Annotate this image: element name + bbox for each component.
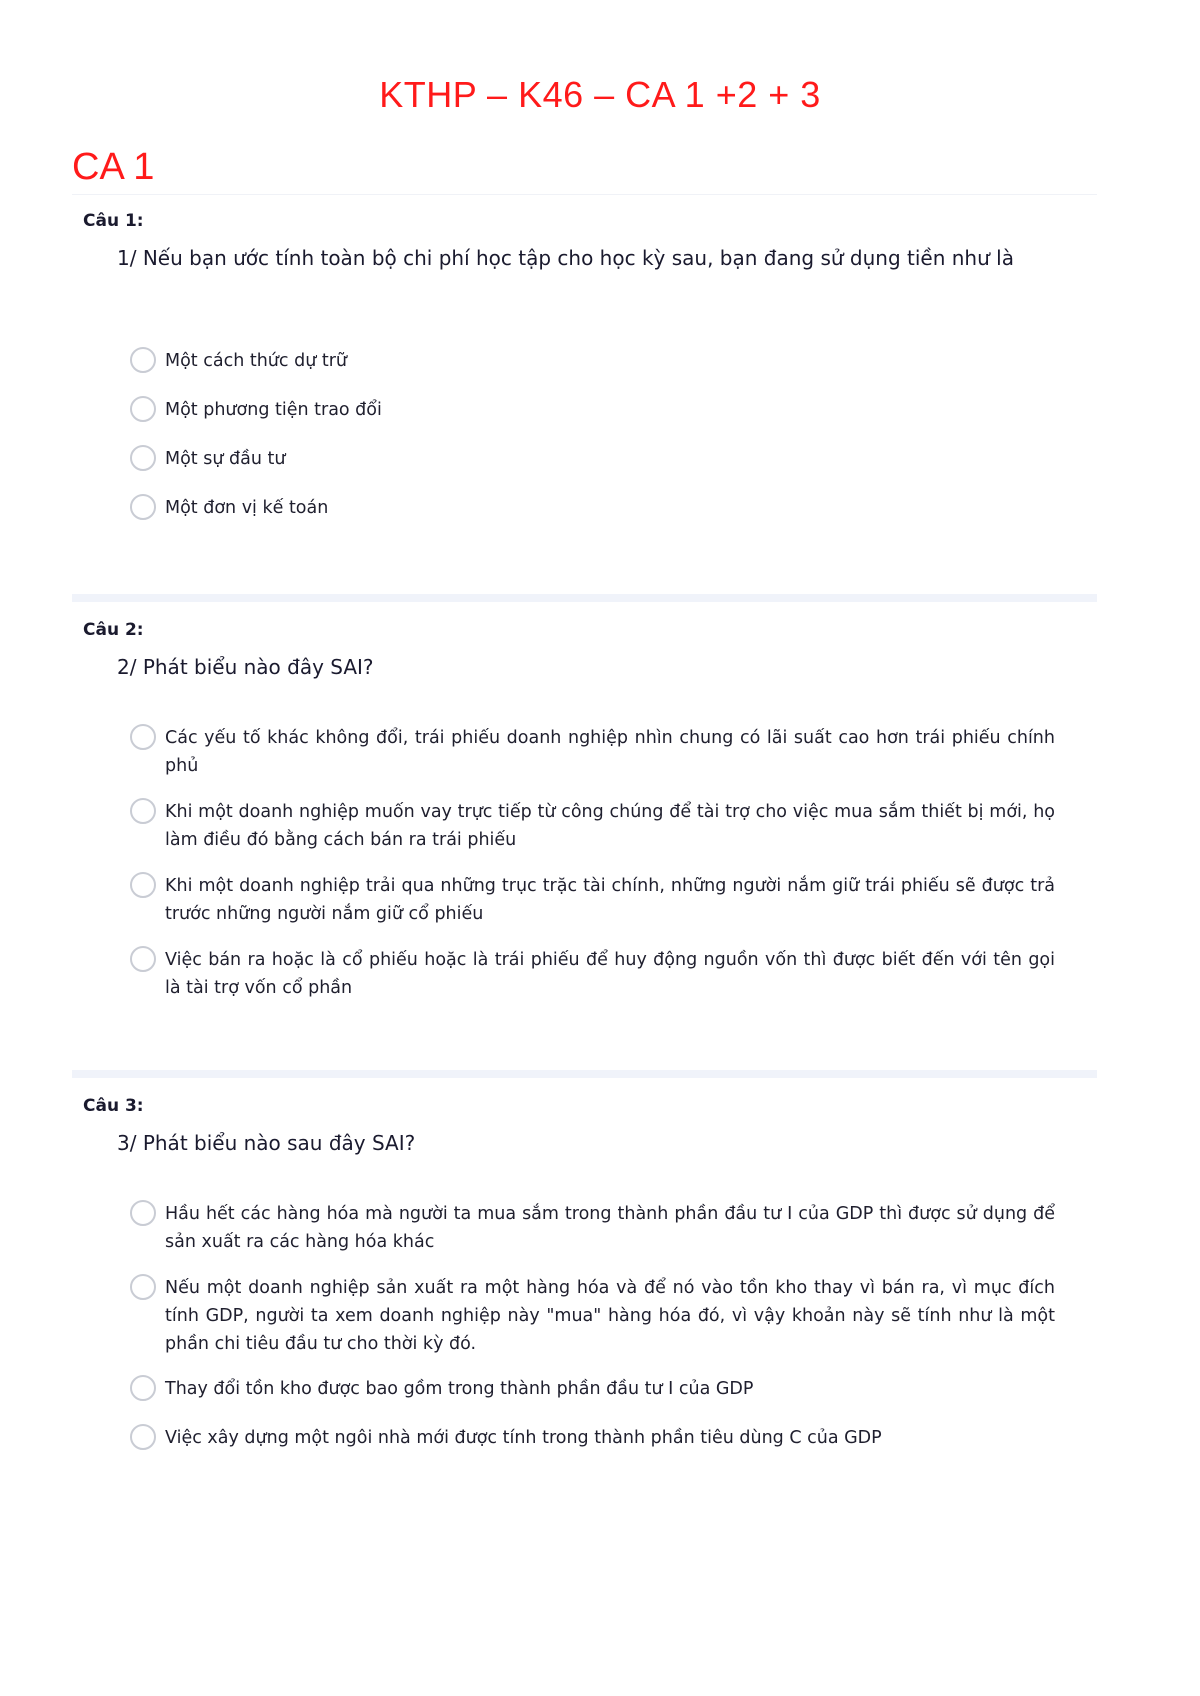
question-card xyxy=(72,194,1097,595)
answer-option[interactable] xyxy=(130,1375,1120,1403)
answer-option[interactable] xyxy=(130,1200,1120,1256)
radio-button[interactable] xyxy=(130,872,156,898)
answer-option[interactable] xyxy=(130,347,1120,375)
radio-button[interactable] xyxy=(130,798,156,824)
radio-button[interactable] xyxy=(130,347,156,373)
option-label: Việc xây dựng một ngôi nhà mới được tính trong thành phần tiêu dùng C của GDP xyxy=(165,1428,882,1448)
answer-option[interactable] xyxy=(130,445,1120,473)
option-label: Một sự đầu tư xyxy=(165,449,286,469)
radio-button[interactable] xyxy=(130,494,156,520)
option-label: Hầu hết các hàng hóa mà người ta mua sắm trong thành phần đầu tư I của GDP thì được sử dụng để sản xuất ra các hàng hóa khác xyxy=(165,1204,1055,1252)
question-text: 1/ Nếu bạn ước tính toàn bộ chi phí học tập cho học kỳ sau, bạn đang sử dụng tiền như là xyxy=(117,246,1014,270)
question-text: 2/ Phát biểu nào đây SAI? xyxy=(117,655,374,679)
option-label: Một phương tiện trao đổi xyxy=(165,400,382,420)
question-number: Câu 3: xyxy=(83,1096,144,1116)
answer-option[interactable] xyxy=(130,1274,1120,1358)
document-title: KTHP – K46 – CA 1 +2 + 3 xyxy=(379,74,821,115)
option-label: Nếu một doanh nghiệp sản xuất ra một hàng hóa và để nó vào tồn kho thay vì bán ra, vì mục đích tính GDP, người ta xem doanh nghiệp này "mua" hàng hóa đó, vì vậy khoản này sẽ tính như là một phần chi tiêu đầu tư cho thời kỳ đó. xyxy=(165,1278,1055,1354)
radio-button[interactable] xyxy=(130,946,156,972)
option-label: Việc bán ra hoặc là cổ phiếu hoặc là trái phiếu để huy động nguồn vốn thì được biết đến với tên gọi là tài trợ vốn cổ phần xyxy=(165,950,1055,998)
radio-button[interactable] xyxy=(130,724,156,750)
question-card xyxy=(72,1070,1097,1618)
answer-option[interactable] xyxy=(130,724,1120,780)
answer-option[interactable] xyxy=(130,798,1120,854)
section-title: CA 1 xyxy=(72,146,155,188)
question-text: 3/ Phát biểu nào sau đây SAI? xyxy=(117,1131,416,1155)
radio-button[interactable] xyxy=(130,1375,156,1401)
answer-option[interactable] xyxy=(130,872,1120,928)
answer-option[interactable] xyxy=(130,946,1120,1002)
option-label: Thay đổi tồn kho được bao gồm trong thành phần đầu tư I của GDP xyxy=(165,1379,754,1399)
answer-option[interactable] xyxy=(130,396,1120,424)
radio-button[interactable] xyxy=(130,1274,156,1300)
option-label: Một đơn vị kế toán xyxy=(165,498,329,518)
answer-option[interactable] xyxy=(130,1424,1120,1452)
radio-button[interactable] xyxy=(130,1200,156,1226)
option-label: Khi một doanh nghiệp trải qua những trục trặc tài chính, những người nắm giữ trái phiếu sẽ được trả trước những người nắm giữ cổ phiếu xyxy=(165,876,1055,924)
question-card xyxy=(72,594,1097,1078)
option-label: Khi một doanh nghiệp muốn vay trực tiếp từ công chúng để tài trợ cho việc mua sắm thiết bị mới, họ làm điều đó bằng cách bán ra trái phiếu xyxy=(165,802,1055,850)
option-label: Các yếu tố khác không đổi, trái phiếu doanh nghiệp nhìn chung có lãi suất cao hơn trái phiếu chính phủ xyxy=(165,728,1055,776)
radio-button[interactable] xyxy=(130,1424,156,1450)
answer-option[interactable] xyxy=(130,494,1120,522)
radio-button[interactable] xyxy=(130,396,156,422)
question-number: Câu 2: xyxy=(83,620,144,640)
question-number: Câu 1: xyxy=(83,211,144,231)
radio-button[interactable] xyxy=(130,445,156,471)
option-label: Một cách thức dự trữ xyxy=(165,351,347,371)
